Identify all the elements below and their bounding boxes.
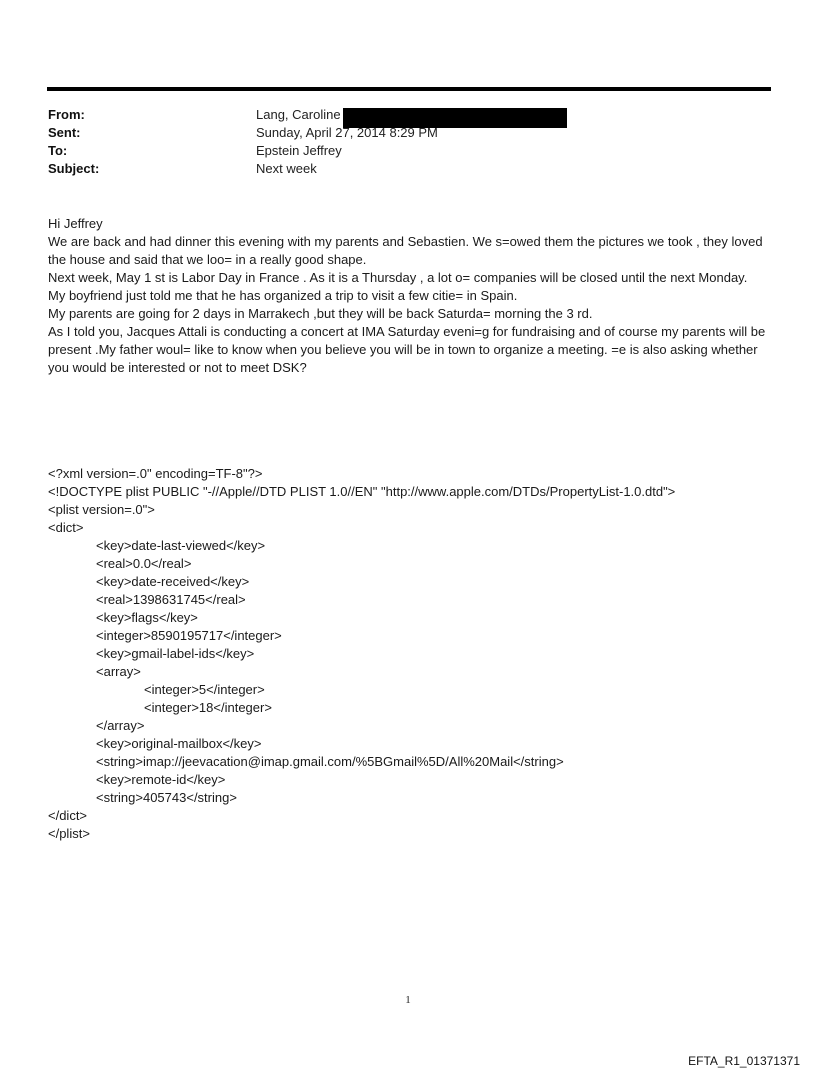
plist-line: <key>remote-id</key> (96, 772, 226, 787)
plist-line: <integer>8590195717</integer> (96, 628, 282, 643)
plist-line: <real>1398631745</real> (96, 592, 246, 607)
plist-line: <key>flags</key> (96, 610, 198, 625)
from-value (256, 106, 567, 124)
header-divider (47, 87, 771, 91)
subject-label: Subject: (48, 161, 100, 176)
to-value: Epstein Jeffrey (256, 143, 342, 158)
plist-line: <integer>18</integer> (144, 700, 272, 715)
plist-line: <array> (96, 664, 141, 679)
plist-line: <key>date-last-viewed</key> (96, 538, 266, 553)
body-paragraph: My parents are going for 2 days in Marrakech ,but they will be back Saturda= morning the 3 rd. (48, 306, 593, 321)
plist-line: <?xml version=.0" encoding=TF-8"?> (48, 466, 263, 481)
body-paragraph: We are back and had dinner this evening with my parents and Sebastien. We s=owed them the pictures we took , they loved the house and said that we loo= in a really good shape. (48, 234, 763, 267)
plist-line: <key>gmail-label-ids</key> (96, 646, 255, 661)
sent-row (48, 124, 768, 142)
plist-line: <!DOCTYPE plist PUBLIC "-//Apple//DTD PLIST 1.0//EN" "http://www.apple.com/DTDs/PropertyList-1.0.dtd"> (48, 484, 676, 499)
plist-line: <string>imap://jeevacation@imap.gmail.com/%5BGmail%5D/All%20Mail</string> (96, 754, 564, 769)
plist-line: </dict> (48, 808, 88, 823)
body-greeting: Hi Jeffrey (48, 216, 103, 231)
body-paragraph: As I told you, Jacques Attali is conducting a concert at IMA Saturday eveni=g for fundraising and of course my parents will be present .My father woul= like to know when you believe you will be in town to organize a meeting. =e is also asking whether you would be interested or not to meet DSK? (48, 324, 766, 375)
email-header (48, 106, 768, 178)
sent-value: Sunday, April 27, 2014 8:29 PM (256, 125, 438, 140)
plist-line: <real>0.0</real> (96, 556, 192, 571)
subject-value: Next week (256, 161, 317, 176)
from-row (48, 106, 768, 124)
plist-line: <plist version=.0"> (48, 502, 155, 517)
plist-line: <key>date-received</key> (96, 574, 250, 589)
sent-label: Sent: (48, 125, 81, 140)
page-number: 1 (405, 994, 411, 1006)
plist-line: <key>original-mailbox</key> (96, 736, 262, 751)
to-row (48, 142, 768, 160)
plist-line: <integer>5</integer> (144, 682, 265, 697)
email-body (48, 215, 778, 377)
document-id: EFTA_R1_01371371 (688, 1054, 800, 1068)
plist-metadata (48, 465, 778, 843)
plist-line: <dict> (48, 520, 84, 535)
from-label: From: (48, 107, 85, 122)
body-paragraph: Next week, May 1 st is Labor Day in France . As it is a Thursday , a lot o= companies will be closed until the next Monday. (48, 270, 748, 285)
body-paragraph: My boyfriend just told me that he has organized a trip to visit a few citie= in Spain. (48, 288, 518, 303)
plist-line: </plist> (48, 826, 90, 841)
plist-line: <string>405743</string> (96, 790, 237, 805)
subject-row (48, 160, 768, 178)
plist-line: </array> (96, 718, 145, 733)
from-name: Lang, Caroline (256, 107, 341, 122)
to-label: To: (48, 143, 68, 158)
